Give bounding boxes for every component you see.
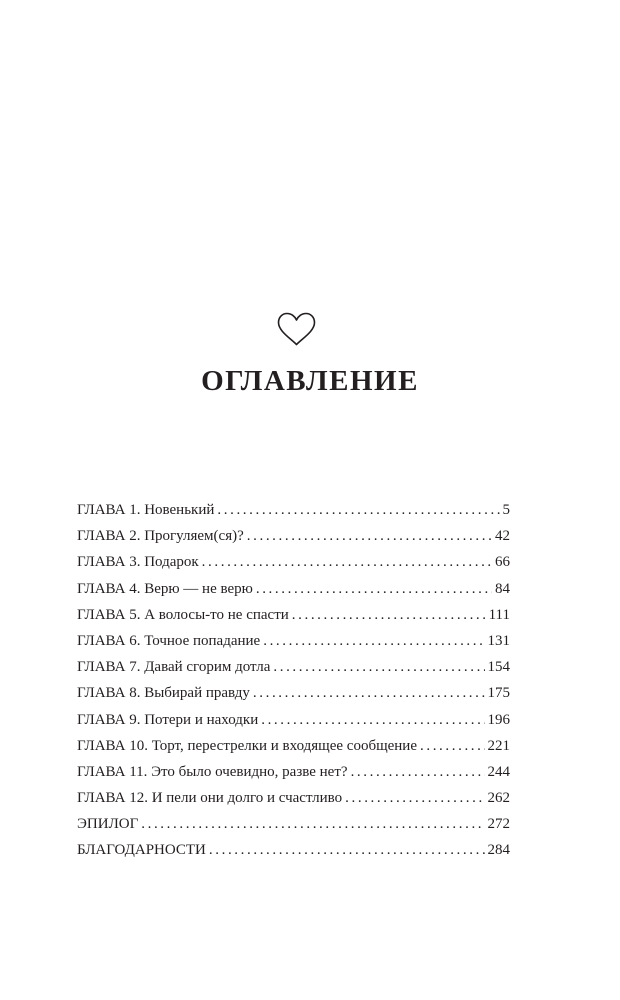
toc-entry-label: ГЛАВА 2. Прогуляем(ся)? — [77, 528, 244, 545]
dot-leader — [292, 602, 486, 628]
toc-entry-label: ЭПИЛОГ — [77, 816, 139, 833]
toc-entry-label: ГЛАВА 5. А волосы-то не спасти — [77, 606, 289, 623]
toc-entry-page-number: 175 — [487, 685, 510, 702]
toc-entry — [77, 680, 510, 706]
toc-entry — [77, 549, 510, 575]
toc-entry — [77, 523, 510, 549]
dot-leader — [217, 497, 499, 523]
dot-leader — [253, 680, 485, 706]
toc-entry-page-number: 42 — [495, 528, 510, 545]
toc-entry-label: ГЛАВА 7. Давай сгорим дотла — [77, 659, 271, 676]
toc-entry — [77, 576, 510, 602]
toc-entry — [77, 497, 510, 523]
toc-entry-page-number: 221 — [487, 737, 510, 754]
toc-entry-label: БЛАГОДАРНОСТИ — [77, 842, 206, 859]
toc-entry-page-number: 111 — [488, 606, 510, 623]
toc-entry — [77, 628, 510, 654]
toc-entry-label: ГЛАВА 8. Выбирай правду — [77, 685, 250, 702]
toc-entry — [77, 707, 510, 733]
toc-entry-label: ГЛАВА 1. Новенький — [77, 502, 215, 518]
toc-entry-label: ГЛАВА 4. Верю — не верю — [77, 580, 253, 597]
toc-entry-page-number: 196 — [487, 711, 510, 728]
toc-entry — [77, 654, 510, 680]
toc-entry — [77, 602, 510, 628]
dot-leader — [351, 759, 485, 785]
dot-leader — [141, 811, 484, 837]
dot-leader — [202, 549, 492, 575]
dot-leader — [420, 733, 485, 759]
toc-entry — [77, 785, 510, 811]
toc-entry-page-number: 131 — [487, 632, 510, 649]
toc-entry-label: ГЛАВА 3. Подарок — [77, 554, 199, 571]
dot-leader — [273, 654, 484, 680]
toc-entry-page-number: 262 — [487, 790, 510, 807]
table-of-contents — [77, 497, 510, 864]
toc-entry-page-number: 244 — [487, 763, 510, 780]
toc-entry — [77, 759, 510, 785]
toc-entry-page-number: 66 — [495, 554, 510, 571]
dot-leader — [247, 523, 492, 549]
dot-leader — [209, 837, 485, 863]
toc-entry-label: ГЛАВА 9. Потери и находки — [77, 711, 259, 728]
dot-leader — [263, 628, 484, 654]
toc-entry-label: ГЛАВА 6. Точное попадание — [77, 632, 261, 649]
toc-entry-label: ГЛАВА 11. Это было очевидно, разве нет? — [77, 763, 348, 780]
dot-leader — [345, 785, 484, 811]
toc-entry-label: ГЛАВА 10. Торт, перестрелки и входящее сообщение — [77, 737, 417, 754]
dot-leader — [261, 707, 484, 733]
toc-entry-page-number: 84 — [495, 580, 510, 597]
toc-entry — [77, 811, 510, 837]
toc-entry-page-number: 272 — [487, 816, 510, 833]
toc-entry-page-number: 5 — [502, 502, 510, 518]
toc-entry-label: ГЛАВА 12. И пели они долго и счастливо — [77, 790, 343, 807]
toc-entry-page-number: 284 — [487, 842, 510, 859]
page-title: ОГЛАВЛЕНИЕ — [201, 365, 419, 397]
heart-icon — [276, 311, 317, 347]
toc-entry-page-number: 154 — [487, 659, 510, 676]
dot-leader — [256, 576, 492, 602]
toc-entry — [77, 733, 510, 759]
toc-entry — [77, 837, 510, 863]
